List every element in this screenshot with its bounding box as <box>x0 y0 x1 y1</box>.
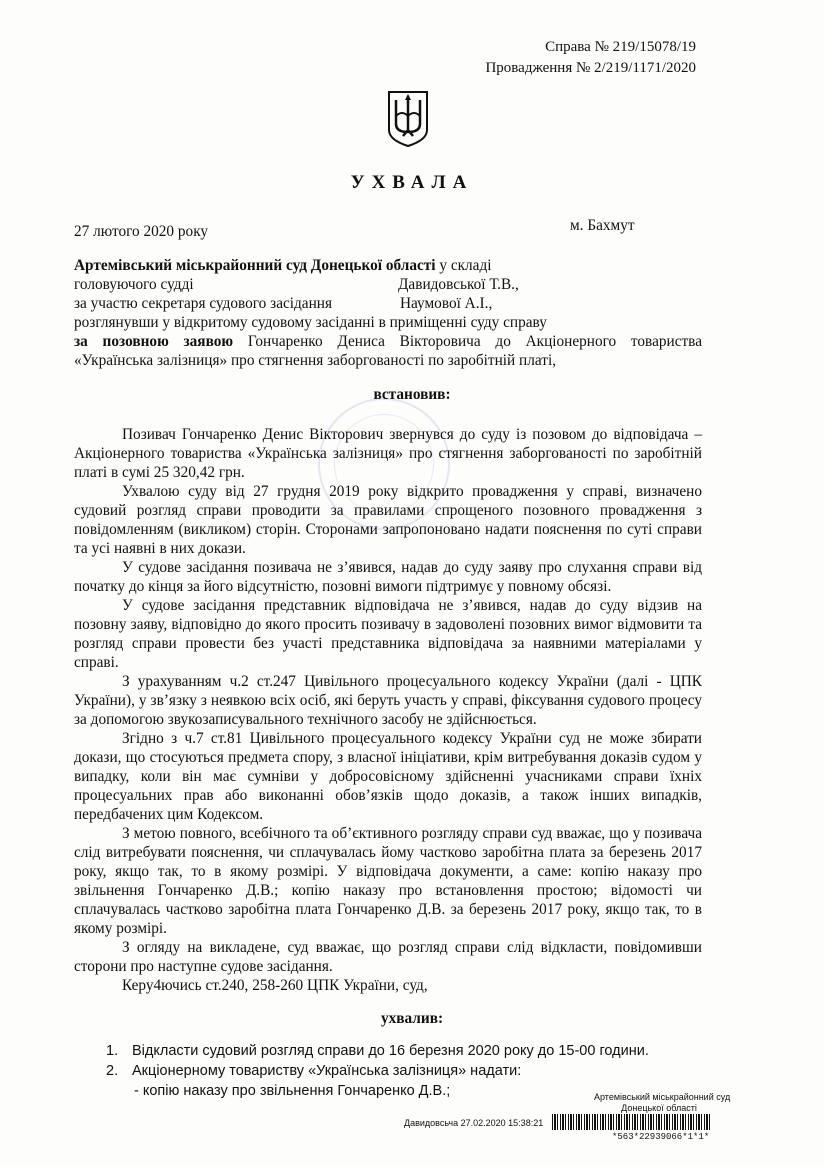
trident-emblem-icon <box>387 90 429 148</box>
in-composition: у складі <box>439 257 492 274</box>
document-title: УХВАЛА <box>350 172 474 193</box>
ruling-item-2: 2. Акціонерному товариству «Українська залізниця» надати: <box>106 1063 522 1079</box>
ruling-item-1: 1. Відкласти судовий розгляд справи до 16 березня 2020 року до 15-00 години. <box>106 1043 649 1059</box>
secretary-name: Наумової А.І., <box>400 295 493 312</box>
ruling-sub-item: - копію наказу про звільнення Гончаренко Д.В.; <box>134 1083 451 1099</box>
paragraph-4: У судове засідання представник відповідача не з’явився, надав до суду відзив на позовну заяву, відповідно до якого просить позивачу в задоволені позовних вимог відмовити та розгляд справи провести без участі представника відповідача за наявними матеріалами у справі. <box>74 597 702 671</box>
footer-court-line-1: Артемівський міськрайонний суд <box>594 1092 731 1102</box>
paragraph-8: З огляду на викладене, суд вважає, що розгляд справи слід відкласти, повідомивши сторони про наступне судове засідання. <box>74 939 702 975</box>
claim-rest: Гончаренко Дениса Вікторовича до Акціонерного товариства <box>247 333 702 350</box>
claim-bold: за позовною заявою <box>74 333 234 350</box>
paragraph-5: З урахуванням ч.2 ст.247 Цивільного процесуального кодексу України (далі - ЦПК України), у зв’язку з неявкою всіх осіб, які беруть участь у справі, фіксування судового процесу за допомогою звукозаписувального технічного засобу не здійснюється. <box>74 673 702 728</box>
court-name: Артемівський міськрайонний суд Донецької області <box>74 257 436 274</box>
court-line <box>74 256 492 275</box>
reviewed-line: розглянувши у відкритому судовому засіданні в приміщенні суду справу <box>74 314 547 331</box>
presiding-name: Давидовської Т.В., <box>398 276 519 293</box>
footer-court <box>594 1092 731 1115</box>
presiding-label: головуючого судді <box>74 276 194 293</box>
footer-court-line-2: Донецької області <box>621 1103 697 1113</box>
proceeding-number: Провадження № 2/219/1171/2020 <box>485 60 696 76</box>
paragraph-2: Ухвалою суду від 27 грудня 2019 року відкрито провадження у справі, визначено судовий розгляд справи проводити за правилами спрощеного позовного провадження з повідомленням (викликом) сторін. Сторонами запропоновано надати пояснення по суті справи та усі наявні в них докази. <box>74 483 702 557</box>
paragraph-9: Керу4ючись ст.240, 258-260 ЦПК України, суд, <box>122 977 428 994</box>
footer-signature: Давидовсьча 27.02.2020 15:38:21 <box>404 1118 544 1128</box>
paragraph-7: З метою повного, всебічного та об’єктивного розгляду справи суд вважає, що у позивача слід витребувати пояснення, чи сплачувалась йому частково заробітна плата за березень 2017 року, якщо так, то в якому розмірі. У відповідача документи, а саме: копію наказу про звільнення Гончаренко Д.В.; копію наказу про встановлення простою; відомості чи сплачувалась частково заробітна плата Гончаренко Д.В. за березень 2017 року, якщо так, то в якому розмірі. <box>74 825 702 937</box>
paragraph-3: У судове засідання позивача не з’явився, надав до суду заяву про слухання справи від початку до кінця за його відсутністю, позовні вимоги підтримує у повному обсязі. <box>74 559 702 595</box>
document-date: 27 лютого 2020 року <box>74 223 209 240</box>
paragraph-6: Згідно з ч.7 ст.81 Цивільного процесуального кодексу України суд не може збирати докази, що стосуються предмета спору, з власної ініціативи, крім витребування доказів судом у випадку, коли він має сумніви у добросовісному здійсненні учасниками справи їхніх процесуальних прав або виконанні обов’язків щодо доказів, а також інших випадків, передбачених цим Кодексом. <box>74 730 702 823</box>
claim-line-2: «Українська залізниця» про стягнення заборгованості по заробітній платі, <box>74 352 557 369</box>
ruled-heading: ухвалив: <box>380 1010 444 1027</box>
barcode <box>552 1114 712 1130</box>
document-city: м. Бахмут <box>570 217 635 234</box>
claim-line <box>74 332 702 351</box>
case-number: Справа № 219/15078/19 <box>545 39 696 55</box>
paragraph-1: Позивач Гончаренко Денис Вікторович звернувся до суду із позовом до відповідача – Акціонерного товариства «Українська залізниця» про стягнення заборгованості по заробітній платі в сумі 25 320,42 грн. <box>74 426 702 481</box>
established-heading: встановив: <box>373 386 451 403</box>
secretary-label: за участю секретаря судового засідання <box>74 295 333 312</box>
barcode-number: *563*22939066*1*1* <box>612 1132 710 1142</box>
